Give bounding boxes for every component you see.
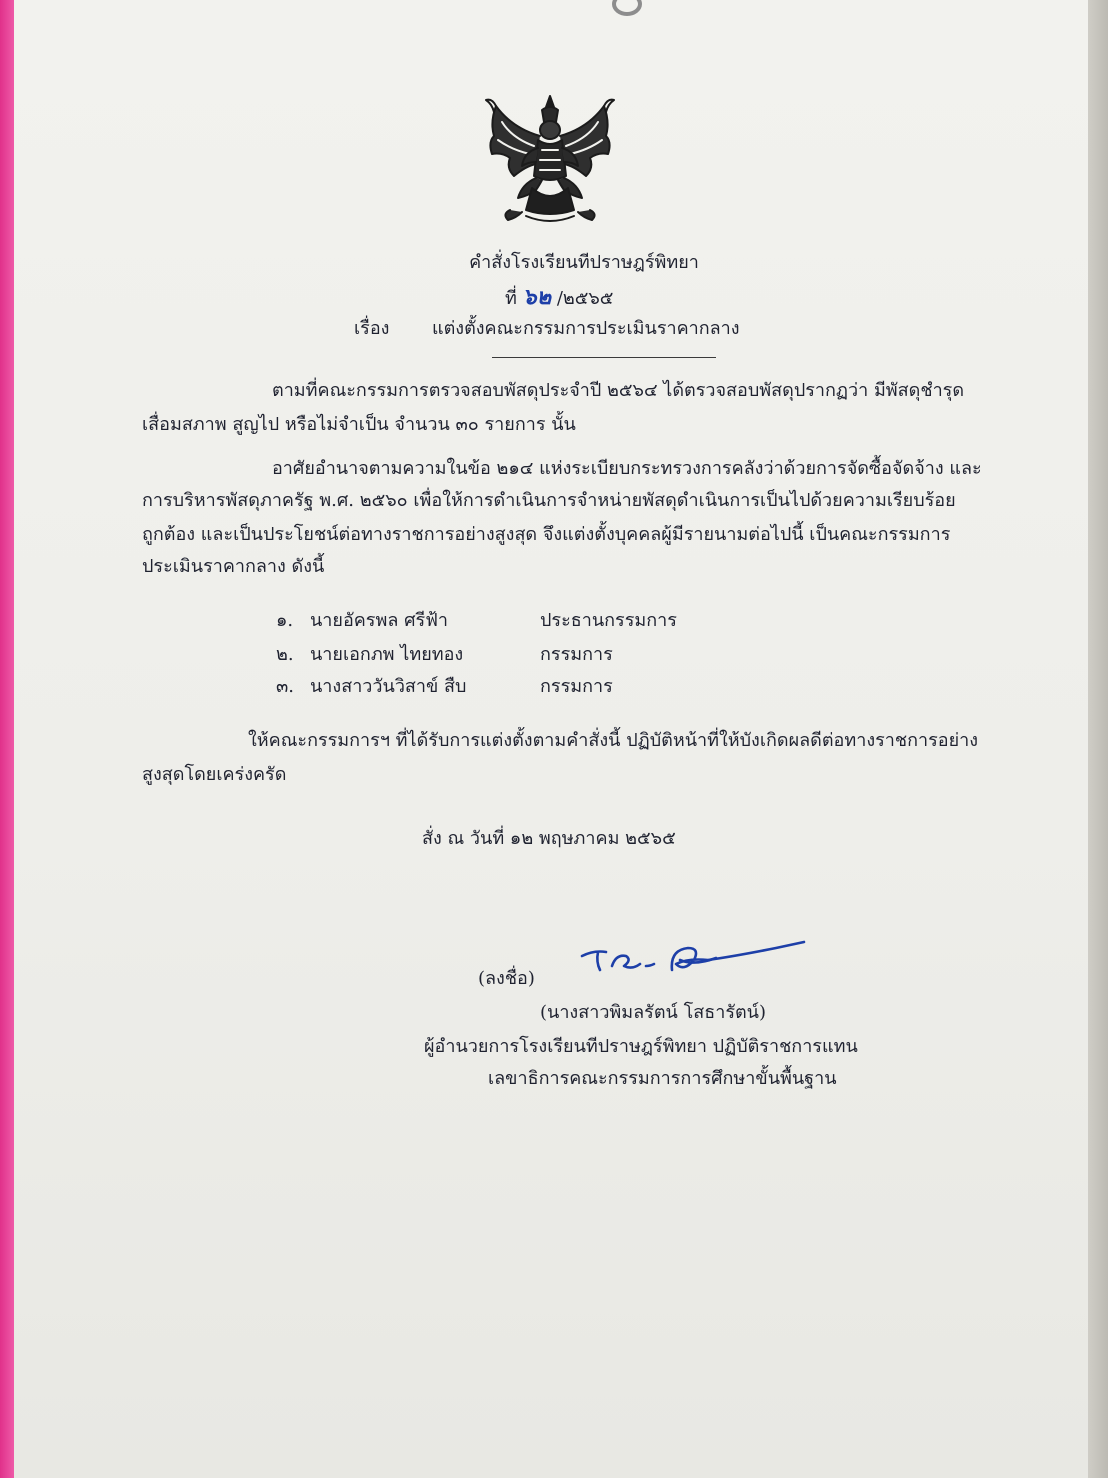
header-divider: [492, 357, 716, 358]
paragraph-2-line-3: ถูกต้อง และเป็นประโยชน์ต่อทางราชการอย่างสูงสุด จึงแต่งตั้งบุคคลผู้มีรายนามต่อไปนี้ เป็นคณะกรรมการ: [142, 524, 951, 545]
order-number-suffix: /๒๕๖๕: [556, 288, 614, 309]
paragraph-3-line-1: ให้คณะกรรมการฯ ที่ได้รับการแต่งตั้งตามคำสั่งนี้ ปฏิบัติหน้าที่ให้บังเกิดผลดีต่อทางราชการอย่าง: [248, 730, 979, 751]
committee-name: นางสาววันวิสาข์ สืบ: [310, 676, 467, 697]
subject-text: แต่งตั้งคณะกรรมการประเมินราคากลาง: [432, 318, 740, 339]
subject-label: เรื่อง: [354, 318, 390, 339]
committee-role: กรรมการ: [540, 676, 613, 697]
order-number: [505, 286, 613, 308]
paragraph-2-line-4: ประเมินราคากลาง ดังนี้: [142, 556, 325, 577]
paragraph-2-line-2: การบริหารพัสดุภาครัฐ พ.ศ. ๒๕๖๐ เพื่อให้การดำเนินการจำหน่ายพัสดุดำเนินการเป็นไปด้วยความเรียบร้อย: [142, 490, 956, 511]
handwritten-signature-icon: [576, 936, 808, 982]
garuda-emblem-icon: [482, 92, 618, 232]
pink-folder-edge: [0, 0, 14, 1478]
committee-role: ประธานกรรมการ: [540, 610, 677, 631]
page-edge-shadow: [1088, 0, 1108, 1478]
order-number-handwritten: ๖๒: [522, 284, 552, 310]
committee-number: ๑.: [276, 610, 294, 631]
committee-role: กรรมการ: [540, 644, 613, 665]
paragraph-1-line-2: เสื่อมสภาพ สูญไป หรือไม่จำเป็น จำนวน ๓๐ รายการ นั้น: [142, 414, 576, 435]
signer-position-2: เลขาธิการคณะกรรมการการศึกษาขั้นพื้นฐาน: [488, 1068, 837, 1089]
committee-name: นายเอกภพ ไทยทอง: [310, 644, 464, 665]
paragraph-2-line-1: อาศัยอำนาจตามความในข้อ ๒๑๔ แห่งระเบียบกระทรวงการคลังว่าด้วยการจัดซื้อจัดจ้าง และ: [272, 458, 982, 479]
signer-name: (นางสาวพิมลรัตน์ โสธารัตน์): [540, 1002, 767, 1023]
committee-number: ๓.: [276, 676, 295, 697]
paragraph-1-line-1: ตามที่คณะกรรมการตรวจสอบพัสดุประจำปี ๒๕๖๔ ได้ตรวจสอบพัสดุปรากฏว่า มีพัสดุชำรุด: [272, 380, 965, 401]
paragraph-3-line-2: สูงสุดโดยเคร่งครัด: [142, 764, 287, 785]
order-title: คำสั่งโรงเรียนทีปราษฎร์พิทยา: [469, 252, 699, 273]
signer-position-1: ผู้อำนวยการโรงเรียนทีปราษฎร์พิทยา ปฏิบัติราชการแทน: [424, 1036, 858, 1057]
order-number-prefix: ที่: [505, 288, 517, 309]
committee-name: นายอัครพล ศรีฟ้า: [310, 610, 449, 631]
order-date: สั่ง ณ วันที่ ๑๒ พฤษภาคม ๒๕๖๕: [422, 828, 676, 849]
committee-number: ๒.: [276, 644, 294, 665]
sign-label: (ลงชื่อ): [478, 968, 535, 989]
